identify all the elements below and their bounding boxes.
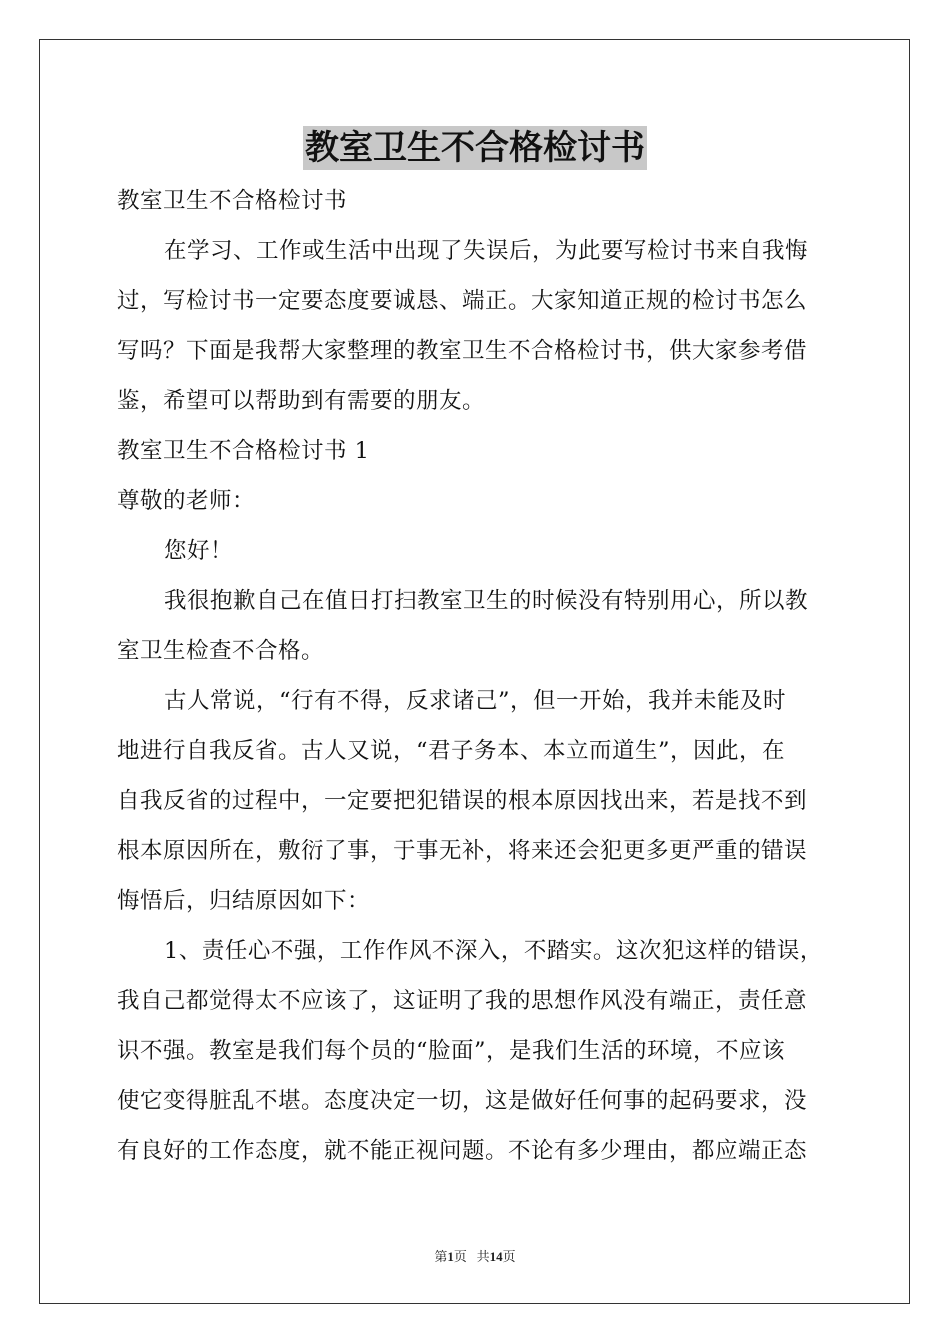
body-line: 室卫生检查不合格。 — [117, 638, 325, 664]
body-line: 根本原因所在，敷衍了事，于事无补，将来还会犯更多更严重的错误 — [117, 838, 808, 864]
page-footer — [0, 1246, 950, 1265]
body-line: 教室卫生不合格检讨书 — [117, 188, 348, 214]
body-line: 在学习、工作或生活中出现了失误后，为此要写检讨书来自我悔 — [164, 238, 809, 264]
body-line: 尊敬的老师： — [117, 488, 256, 514]
body-line: 过，写检讨书一定要态度要诚恳、端正。大家知道正规的检讨书怎么 — [117, 288, 808, 314]
body-line: 有良好的工作态度，就不能正视问题。不论有多少理由，都应端正态 — [117, 1138, 808, 1164]
body-line: 使它变得脏乱不堪。态度决定一切，这是做好任何事的起码要求，没 — [117, 1088, 808, 1114]
document-title: 教室卫生不合格检讨书 — [305, 128, 645, 168]
body-line: 教室卫生不合格检讨书 1 — [117, 438, 370, 464]
body-line: 我自己都觉得太不应该了，这证明了我的思想作风没有端正，责任意 — [117, 988, 808, 1014]
body-line: 写吗？下面是我帮大家整理的教室卫生不合格检讨书，供大家参考借 — [117, 338, 808, 364]
body-line: 自我反省的过程中，一定要把犯错误的根本原因找出来，若是找不到 — [117, 788, 808, 814]
title-wrap — [0, 126, 950, 170]
body-line: 您好！ — [164, 538, 234, 564]
body-line: 地进行自我反省。古人又说，“君子务本、本立而道生”，因此，在 — [117, 738, 786, 764]
footer-page-suffix: 页 — [453, 1249, 467, 1264]
body-line: 识不强。教室是我们每个员的“脸面”，是我们生活的环境，不应该 — [117, 1038, 786, 1064]
footer-total-suffix: 页 — [502, 1249, 516, 1264]
document-body — [117, 176, 833, 1176]
body-line: 1、责任心不强，工作作风不深入，不踏实。这次犯这样的错误， — [164, 938, 823, 964]
body-line: 鉴，希望可以帮助到有需要的朋友。 — [117, 388, 486, 414]
footer-total-prefix: 共 — [476, 1249, 490, 1264]
body-line: 古人常说，“行有不得，反求诸己”，但一开始，我并未能及时 — [164, 688, 787, 714]
footer-total-pages: 14 — [489, 1249, 503, 1264]
body-line: 我很抱歉自己在值日打扫教室卫生的时候没有特别用心，所以教 — [164, 588, 809, 614]
body-line: 悔悟后，归结原因如下： — [117, 888, 371, 914]
footer-page-prefix: 第 — [434, 1249, 448, 1264]
footer-page-number: 1 — [447, 1249, 454, 1264]
